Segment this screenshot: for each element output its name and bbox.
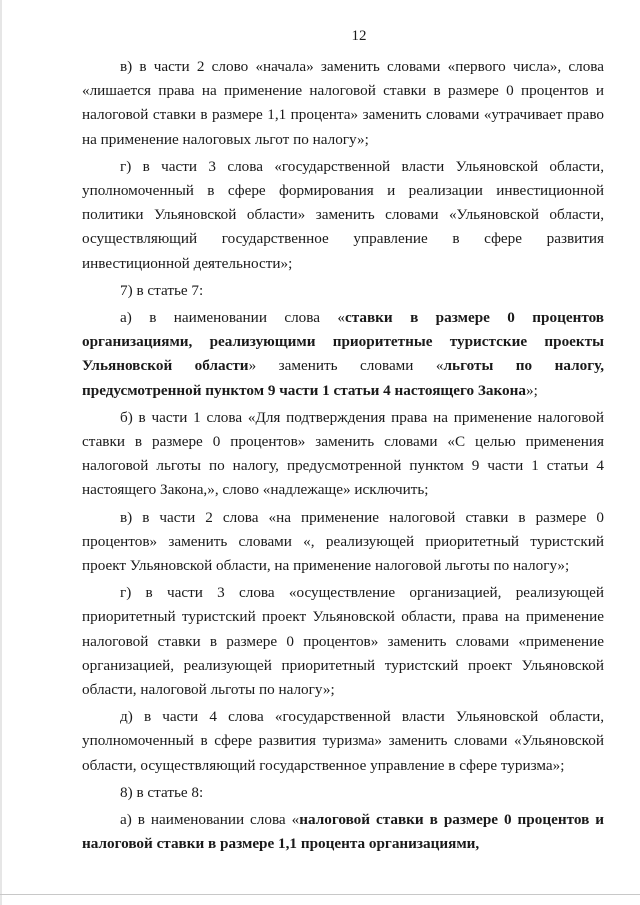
paragraph <box>82 155 604 276</box>
text-segment: а) в наименовании слова « <box>120 811 300 829</box>
text-segment: 8) в статье 8: <box>120 783 204 801</box>
bold-text-segment: льготы по налогу, предусмотренной пунктом 9 части 1 статьи 4 настоящего Закона <box>82 357 604 399</box>
text-segment: » заменить словами « <box>248 357 444 375</box>
bold-text-segment: ставки в размере 0 процентов организациями, реализующими приоритетные туристские проекты Ульяновской области <box>82 309 604 375</box>
paragraph <box>82 808 604 856</box>
document-body <box>82 55 604 857</box>
page-number: 12 <box>351 28 367 44</box>
text-segment: б) в части 1 слова «Для подтверждения права на применение налоговой ставки в размере 0 процентов» заменить словами «С целью применения налоговой льготы по налогу, предусмотренной пунктом 9 части 1 статьи 4 настоящего Закона,», слово «надлежаще» исключить; <box>82 408 604 499</box>
text-segment: в) в части 2 слово «начала» заменить словами «первого числа», слова «лишается права на применение налоговой ставки в размере 0 процентов и налоговой ставки в размере 1,1 процента» заменить словами «утрачивает право на применение налоговых льгот по налогу»; <box>82 58 604 148</box>
bold-text-segment: налоговой ставки в размере 0 процентов и налоговой ставки в размере 1,1 процента организациями, <box>82 811 604 853</box>
paragraph <box>82 306 604 403</box>
scan-left-edge <box>0 0 2 905</box>
text-segment: а) в наименовании слова « <box>120 309 345 327</box>
paragraph <box>82 581 604 702</box>
paragraph <box>82 55 604 152</box>
paragraph <box>82 406 604 503</box>
paragraph <box>82 279 604 303</box>
text-segment: д) в части 4 слова «государственной власти Ульяновской области, уполномоченный в сфере развития туризма» заменить словами «Ульяновской области, осуществляющий государственное управление в сфере туризма»; <box>82 708 604 774</box>
paragraph <box>82 781 604 805</box>
paragraph <box>82 506 604 579</box>
scan-bottom-line <box>0 894 640 895</box>
text-segment: в) в части 2 слова «на применение налоговой ставки в размере 0 процентов» заменить словами «, реализующей приоритетный туристский проект Ульяновской области, на применение налоговой льготы по налогу»; <box>82 508 604 575</box>
text-segment: 7) в статье 7: <box>120 281 204 299</box>
text-segment: г) в части 3 слова «осуществление организацией, реализующей приоритетный туристский проект Ульяновской области, права на применение налоговой ставки в размере 0 процентов» заменить словами «применение организацией, реализующей приоритетный туристский проект Ульяновской области, налоговой льготы по налогу»; <box>82 584 604 699</box>
text-segment: г) в части 3 слова «государственной власти Ульяновской области, уполномоченный в сфере формирования и реализации инвестиционной политики Ульяновской области» заменить словами «Ульяновской области, осуществляющий государственное управление в сфере развития инвестиционной деятельности»; <box>82 157 604 272</box>
text-segment: »; <box>526 381 538 399</box>
paragraph <box>82 705 604 778</box>
